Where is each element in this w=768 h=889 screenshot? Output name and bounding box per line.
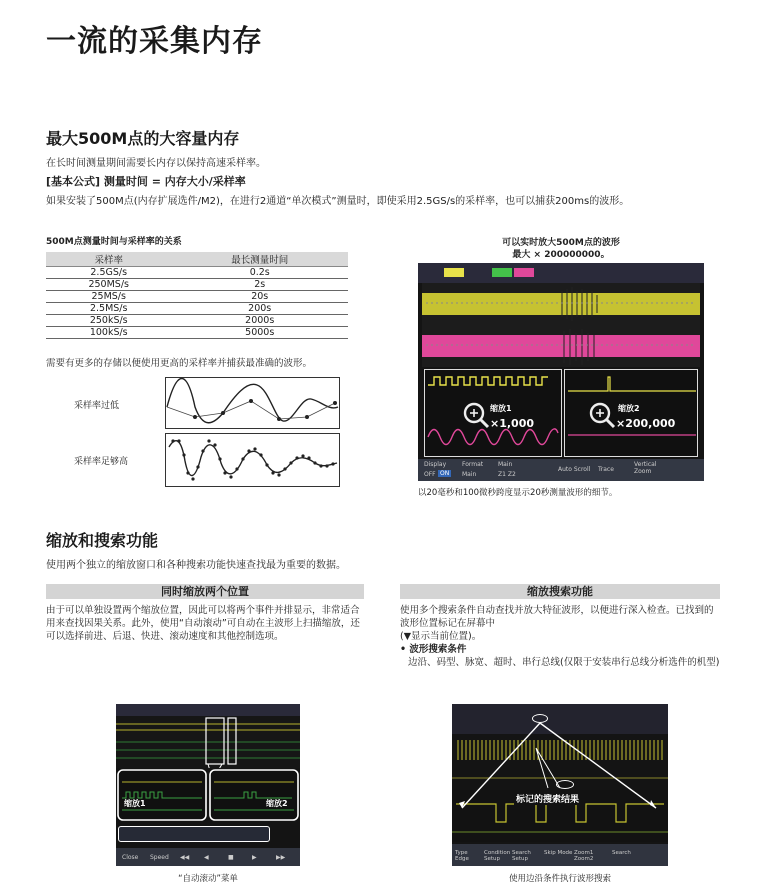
left-description: 由于可以单独设置两个缩放位置，因此可以将两个事件并排显示，非常适合用来查找因果关系。此外，使用“自动滚动”可自动在主波形上扫描缩放，还可以选择前进、后退、快进、滚动速度和其他控制选项。	[46, 605, 360, 642]
section1-body: 如果安装了500M点(内存扩展选件/M2)，在进行2通道“单次模式”测量时，即使采用2.5GS/s的采样率，也可以捕获200ms的波形。	[46, 196, 630, 207]
table-cell: 0.2s	[171, 267, 348, 279]
scope-caption: 以20毫秒和100微秒跨度显示20秒测量波形的细节。	[418, 488, 618, 498]
zoom1-label: 缩放1	[490, 404, 512, 413]
softkey-display[interactable]: Display	[424, 461, 447, 468]
section2-intro: 使用两个独立的缩放窗口和各种搜索功能快速查找最为重要的数据。	[46, 560, 346, 571]
channel-badge-2	[492, 268, 512, 277]
autoscroll-zoom-windows	[116, 768, 300, 822]
section1-heading: 最大500M点的大容量内存	[46, 129, 240, 148]
table-row	[46, 267, 348, 279]
softkey-off[interactable]: OFF	[424, 471, 436, 478]
softkey-format[interactable]: Format	[462, 461, 484, 468]
table-row	[46, 303, 348, 315]
zoom-caption-1: 可以实时放大500M点的波形	[502, 238, 620, 248]
softkey-on[interactable]: ON	[440, 470, 450, 477]
autoscroll-menu-highlight	[118, 826, 270, 842]
softkey-main-2[interactable]: Main	[462, 471, 477, 478]
search-conditions-text: 边沿、码型、脉宽、超时、串行总线(仅限于安装串行总线分析选件的机型)	[408, 657, 720, 668]
scroll-key-fast-back[interactable]: ◀◀	[180, 854, 190, 861]
low-rate-label: 采样率过低	[74, 401, 120, 411]
table-cell: 25MS/s	[46, 291, 171, 303]
zoom2-factor: ×200,000	[616, 417, 676, 430]
zoom2-label: 缩放2	[618, 404, 640, 413]
scroll-key-speed[interactable]: Speed	[150, 854, 169, 861]
channel-badge-1	[444, 268, 464, 277]
softkey-trace[interactable]: Trace	[598, 466, 614, 473]
table-cell: 100kS/s	[46, 327, 171, 339]
softkey-z1-z2[interactable]: Z1 Z2	[498, 471, 516, 478]
table-cell: 2.5MS/s	[46, 303, 171, 315]
autoscroll-main-waveform	[116, 716, 300, 768]
table-cell: 5000s	[171, 327, 348, 339]
scope-screenshot-autoscroll	[116, 704, 300, 866]
scroll-key-close[interactable]: Close	[122, 854, 139, 861]
table-cell: 250MS/s	[46, 279, 171, 291]
search-key-type[interactable]: Type Edge	[455, 850, 469, 862]
softkey-vertical-zoom[interactable]: Vertical Zoom	[634, 461, 657, 475]
formula: [基本公式] 测量时间 = 内存大小/采样率	[46, 175, 246, 188]
section2-heading: 缩放和搜索功能	[46, 531, 159, 550]
search-key-search[interactable]: Search	[612, 850, 631, 856]
softkey-main[interactable]: Main	[498, 461, 513, 468]
left-subheading-bar: 同时缩放两个位置	[46, 584, 364, 599]
search-key-zoom[interactable]: Zoom1 Zoom2	[574, 850, 594, 862]
search-conditions-bullet: • 波形搜索条件	[400, 644, 467, 655]
channel-badge-3	[514, 268, 534, 277]
table-row	[46, 315, 348, 327]
table-cell: 2000s	[171, 315, 348, 327]
memory-note: 需要有更多的存储以便使用更高的采样率并捕获最准确的波形。	[46, 358, 313, 369]
table-cell: 250kS/s	[46, 315, 171, 327]
table-row	[46, 279, 348, 291]
autoscroll-status-bar	[116, 704, 300, 716]
autoscroll-zoom2-label: 缩放2	[266, 799, 288, 808]
scope-screenshot-search	[452, 704, 668, 866]
right-description-2: (▼显示当前位置)。	[400, 631, 482, 642]
search-key-skip[interactable]: Skip Mode	[544, 850, 573, 856]
search-result-label: 标记的搜索结果	[514, 792, 581, 805]
main-waveform-area	[422, 283, 700, 367]
zoom-caption-2: 最大 × 200000000。	[512, 250, 610, 260]
scroll-key-back[interactable]: ◀	[204, 854, 209, 861]
autoscroll-zoom1-label: 缩放1	[124, 799, 146, 808]
table-cell: 200s	[171, 303, 348, 315]
table-cell: 2.5GS/s	[46, 267, 171, 279]
table-header-rate: 采样率	[46, 252, 171, 267]
right-description: 使用多个搜索条件自动查找并放大特征波形，以便进行深入检查。已找到的波形位置标记在屏幕中	[400, 605, 714, 629]
scroll-key-fast-forward[interactable]: ▶▶	[276, 854, 286, 861]
scope-screenshot-main	[418, 263, 704, 481]
scroll-key-forward[interactable]: ▶	[252, 854, 257, 861]
search-key-condition[interactable]: Condition Setup	[484, 850, 511, 862]
table-header-time: 最长测量时间	[171, 252, 348, 267]
table-cell: 2s	[171, 279, 348, 291]
high-rate-label: 采样率足够高	[74, 457, 129, 467]
autoscroll-caption: “自动滚动”菜单	[178, 874, 238, 884]
table-row	[46, 291, 348, 303]
softkey-auto-scroll[interactable]: Auto Scroll	[558, 466, 591, 473]
low-rate-waveform	[165, 377, 340, 429]
page-title: 一流的采集内存	[46, 24, 263, 59]
section1-intro: 在长时间测量期间需要长内存以保持高速采样率。	[46, 158, 266, 169]
zoom1-factor: ×1,000	[490, 417, 535, 430]
table-title: 500M点测量时间与采样率的关系	[46, 237, 182, 247]
right-subheading-bar: 缩放搜索功能	[400, 584, 720, 599]
high-rate-waveform	[165, 433, 340, 487]
table-row	[46, 327, 348, 339]
table-cell: 20s	[171, 291, 348, 303]
search-key-setup[interactable]: Search Setup	[512, 850, 531, 862]
search-caption: 使用边沿条件执行波形搜索	[508, 874, 611, 884]
scroll-key-stop[interactable]: ■	[228, 854, 234, 861]
rate-table	[46, 252, 348, 339]
